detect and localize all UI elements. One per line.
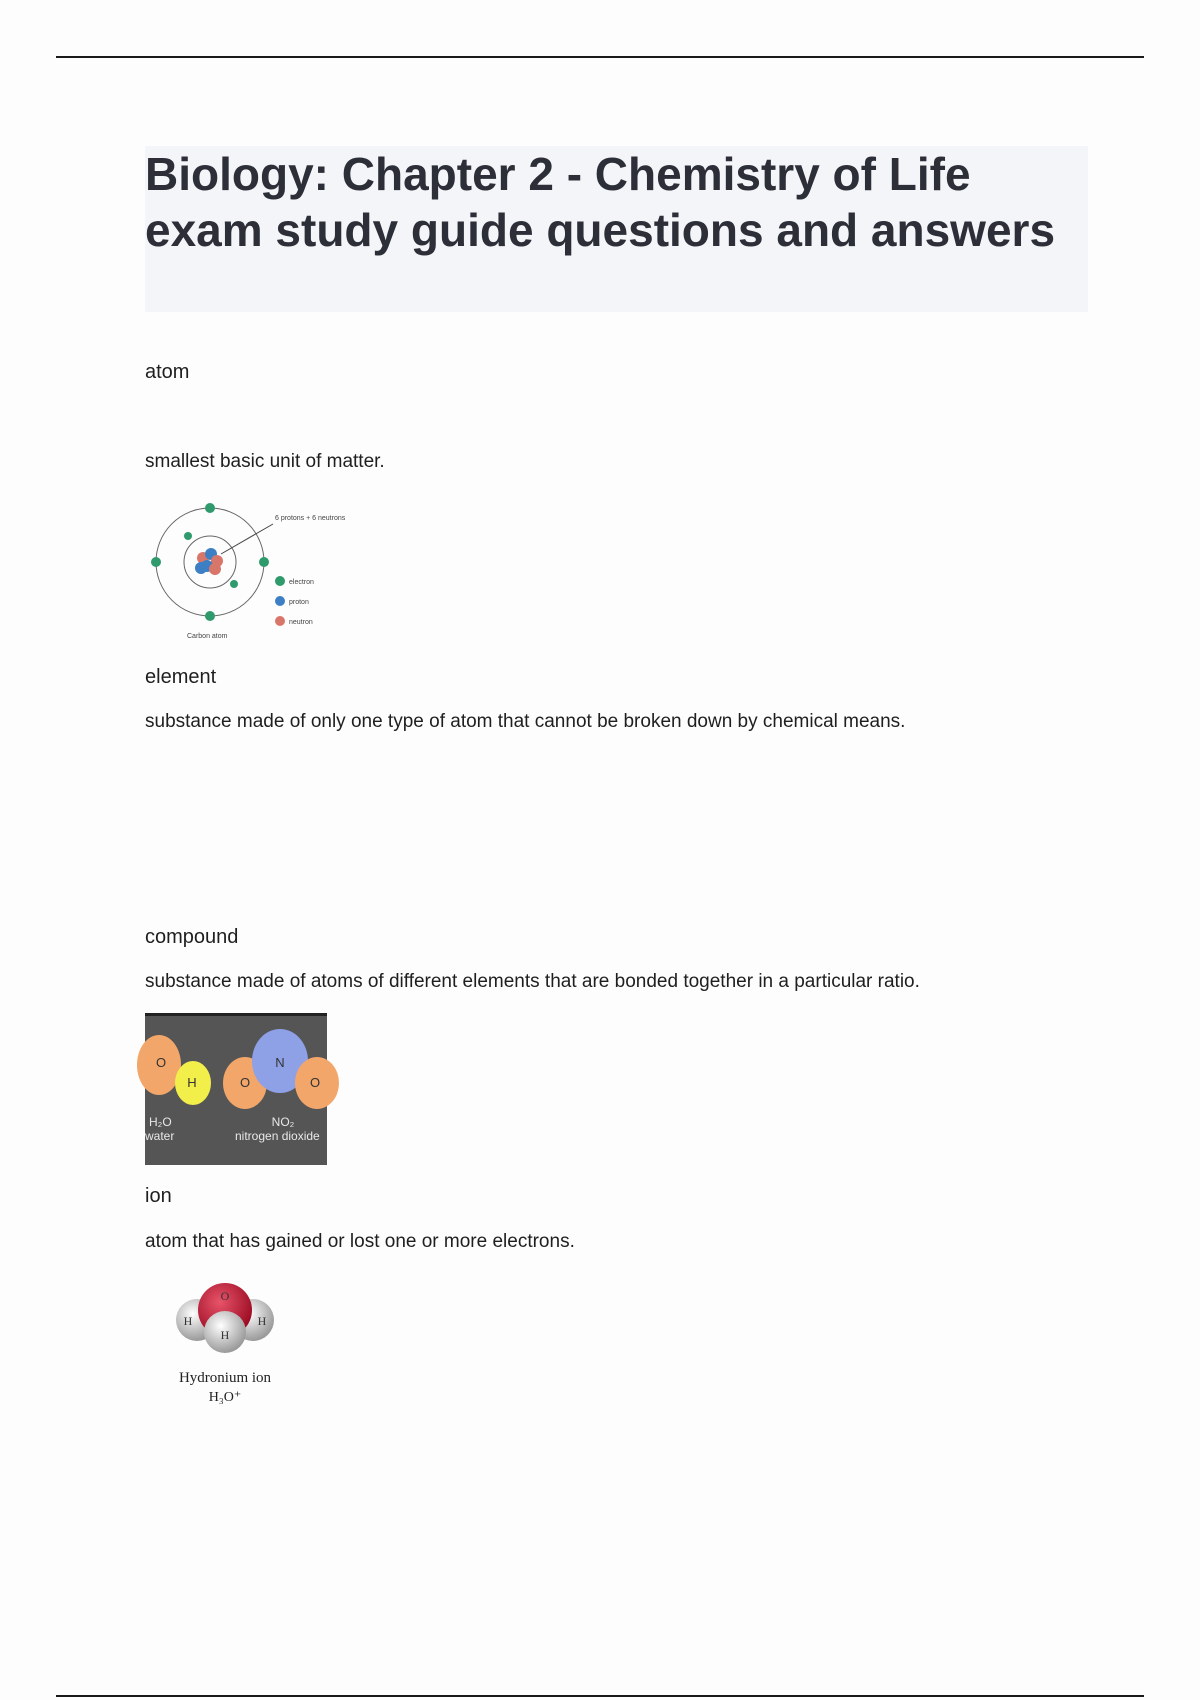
hydronium-formula: H₃O⁺ [208, 1390, 242, 1405]
definition-atom: smallest basic unit of matter. [145, 451, 385, 472]
legend-neutron-label: neutron [289, 619, 313, 626]
legend-electron-label: electron [289, 579, 314, 586]
label-h1: H [187, 1075, 197, 1090]
water-name: water [145, 1129, 175, 1143]
label-h-center: H [220, 1328, 230, 1342]
legend-electron-swatch [275, 576, 285, 586]
water-formula: H₂O [149, 1115, 172, 1129]
bottom-rule [56, 1695, 1144, 1697]
definition-compound: substance made of atoms of different elements that are bonded together in a particular ratio. [145, 971, 920, 992]
term-element: element [145, 666, 217, 688]
top-rule [56, 56, 1144, 58]
term-ion: ion [145, 1185, 172, 1207]
compound-molecules-image [145, 1013, 327, 1165]
term-compound: compound [145, 926, 239, 948]
legend-proton-label: proton [289, 599, 309, 606]
atom-caption: Carbon atom [187, 633, 228, 640]
nucleus-label: 6 protons + 6 neutrons [275, 515, 346, 522]
label-h-right: H [257, 1314, 267, 1328]
document-title: Biology: Chapter 2 - Chemistry of Life exam study guide questions and answers [145, 148, 1056, 256]
term-atom: atom [145, 361, 190, 383]
definition-element: substance made of only one type of atom that cannot be broken down by chemical means. [145, 711, 906, 732]
definition-ion: atom that has gained or lost one or more electrons. [145, 1231, 575, 1252]
label-o2: O [239, 1075, 251, 1090]
image-top-edge [145, 1013, 327, 1016]
legend [275, 576, 314, 626]
label-o: O [220, 1289, 230, 1303]
label-o3: O [309, 1075, 321, 1090]
nucleus-pointer [221, 524, 273, 554]
no2-name: nitrogen dioxide [235, 1129, 320, 1143]
legend-neutron-swatch [275, 616, 285, 626]
label-h-left: H [183, 1314, 193, 1328]
label-n1: N [275, 1055, 285, 1070]
label-o1: O [155, 1055, 167, 1070]
compound-molecules-svg [145, 1013, 327, 1165]
no2-formula: NO₂ [271, 1115, 295, 1129]
hydronium-caption: Hydronium ion [178, 1370, 272, 1386]
legend-proton-swatch [275, 596, 285, 606]
carbon-atom-svg [145, 500, 346, 645]
title-block [145, 146, 1088, 312]
carbon-atom-diagram [145, 500, 346, 645]
nucleus [195, 548, 223, 575]
hydronium-ion-svg [145, 1270, 305, 1415]
hydronium-ion-image [145, 1270, 305, 1415]
